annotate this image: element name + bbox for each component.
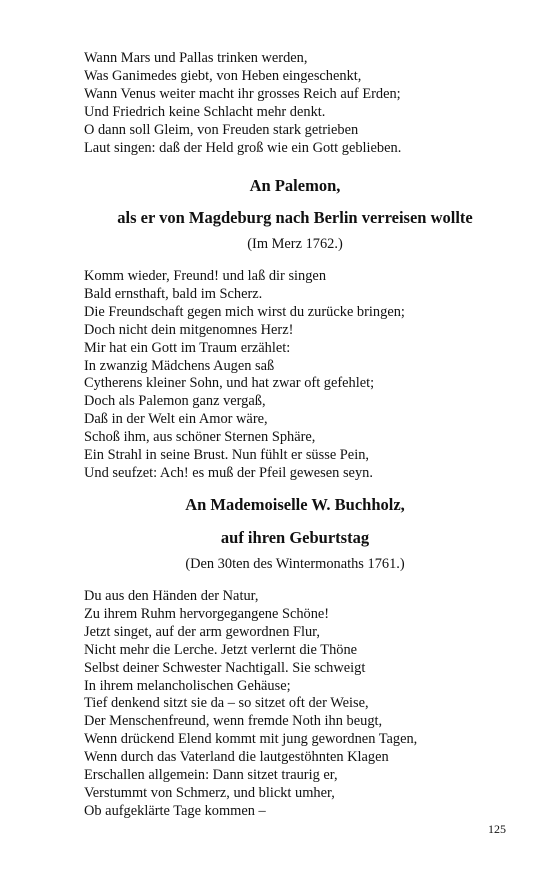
poem3-title: An Mademoiselle W. Buchholz, bbox=[185, 495, 405, 514]
poem-line: Die Freundschaft gegen mich wirst du zurücke bringen; bbox=[84, 303, 405, 320]
poem-line: Der Menschenfreund, wenn fremde Noth ihn beugt, bbox=[84, 713, 383, 730]
poem-line: Laut singen: daß der Held groß wie ein Gott geblieben. bbox=[84, 139, 402, 156]
poem-line: Tief denkend sitzt sie da – so sitzet oft der Weise, bbox=[84, 695, 369, 712]
poem-line: In zwanzig Mädchens Augen saß bbox=[84, 357, 275, 374]
poem-line: In ihrem melancholischen Gehäuse; bbox=[84, 677, 291, 694]
poem-line: Wenn durch das Vaterland die lautgestöhnten Klagen bbox=[84, 749, 389, 766]
poem1-stanza bbox=[84, 50, 524, 157]
poem-line: Verstummt von Schmerz, und blickt umher, bbox=[84, 784, 335, 801]
poem-line: Ein Strahl in seine Brust. Nun fühlt er süsse Pein, bbox=[84, 447, 369, 464]
poem2-title: An Palemon, bbox=[249, 176, 341, 195]
poem-line: Doch nicht dein mitgenomnes Herz! bbox=[84, 321, 294, 338]
page-number: 125 bbox=[488, 822, 506, 836]
poem2-subtitle: als er von Magdeburg nach Berlin verreisen wollte bbox=[117, 208, 473, 227]
poem-line: Mir hat ein Gott im Traum erzählet: bbox=[84, 339, 291, 356]
poem3-date: (Den 30ten des Wintermonaths 1761.) bbox=[185, 556, 405, 572]
poem-line: Doch als Palemon ganz vergaß, bbox=[84, 393, 266, 410]
poem-line: Selbst deiner Schwester Nachtigall. Sie schweigt bbox=[84, 659, 366, 676]
poem-line: Bald ernsthaft, bald im Scherz. bbox=[84, 285, 263, 302]
poem-line: Schoß ihm, aus schöner Sternen Sphäre, bbox=[84, 429, 316, 446]
poem2-date: (Im Merz 1762.) bbox=[247, 236, 343, 252]
poem-line: Cytherens kleiner Sohn, und hat zwar oft gefehlet; bbox=[84, 375, 375, 392]
poem-line: Komm wieder, Freund! und laß dir singen bbox=[84, 268, 327, 284]
poem-line: Ob aufgeklärte Tage kommen – bbox=[84, 802, 266, 819]
poem-line: Und Friedrich keine Schlacht mehr denkt. bbox=[84, 103, 326, 120]
poem-line: Du aus den Händen der Natur, bbox=[84, 588, 259, 604]
poem-line: Wann Mars und Pallas trinken werden, bbox=[84, 50, 308, 66]
poem-line: Daß in der Welt ein Amor wäre, bbox=[84, 411, 268, 428]
poem-line: Jetzt singet, auf der arm gewordnen Flur, bbox=[84, 623, 320, 640]
poem-line: Zu ihrem Ruhm hervorgegangene Schöne! bbox=[84, 605, 330, 622]
poem2-stanza bbox=[84, 268, 524, 483]
poem-line: Nicht mehr die Lerche. Jetzt verlernt die Thöne bbox=[84, 641, 358, 658]
poem-line: Wann Venus weiter macht ihr grosses Reich auf Erden; bbox=[84, 85, 401, 102]
poem-line: Wenn drückend Elend kommt mit jung gewordnen Tagen, bbox=[84, 731, 418, 748]
poem-line: O dann soll Gleim, von Freuden stark getrieben bbox=[84, 121, 359, 138]
poem3-stanza bbox=[84, 588, 524, 821]
poem3-subtitle: auf ihren Geburtstag bbox=[220, 528, 370, 547]
poem-line: Und seufzet: Ach! es muß der Pfeil gewesen seyn. bbox=[84, 464, 373, 481]
poem-line: Was Ganimedes giebt, von Heben eingeschenkt, bbox=[84, 67, 362, 84]
poem-line: Erschallen allgemein: Dann sitzet traurig er, bbox=[84, 767, 338, 784]
